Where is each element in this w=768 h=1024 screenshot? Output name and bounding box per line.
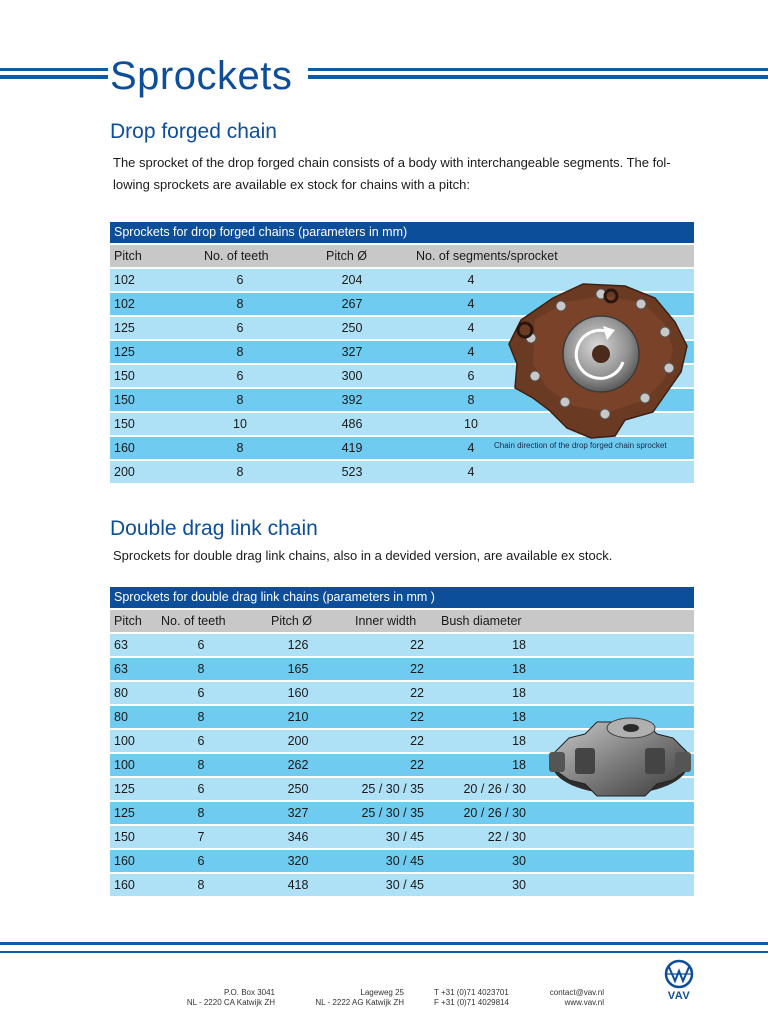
footer-street-address — [290, 988, 404, 1008]
footer-phone-fax — [434, 988, 534, 1008]
table-cell-teeth: 8 — [236, 393, 244, 407]
table-cell-inner-width: 22 — [410, 758, 424, 772]
table-cell-pitch: 100 — [114, 758, 135, 772]
table-cell-bush-diameter: 30 — [512, 878, 526, 892]
table-cell-pitch-diameter: 160 — [287, 686, 309, 700]
footer-po-city-line: NL - 2220 CA Katwijk ZH — [186, 998, 275, 1007]
table-cell-teeth: 6 — [197, 638, 205, 652]
footer-street-city-line: NL - 2222 AG Katwijk ZH — [315, 998, 404, 1007]
section-heading-drop-forged: Drop forged chain — [110, 120, 277, 143]
table-cell-pitch-diameter: 250 — [287, 782, 309, 796]
table-caption: Sprockets for drop forged chains (parameters in mm) — [110, 222, 694, 243]
table-cell-pitch: 200 — [114, 465, 135, 479]
table-cell-teeth: 6 — [197, 686, 205, 700]
table-cell-teeth: 6 — [197, 782, 205, 796]
logo-text: VAV — [667, 990, 691, 1002]
col-header-pitch: Pitch — [114, 614, 142, 628]
table-cell-inner-width: 22 — [410, 734, 424, 748]
intro-double-drag: Sprockets for double drag link chains, also in a devided version, are available ex stock. — [113, 548, 613, 563]
table-cell-teeth: 8 — [236, 465, 244, 479]
table-cell-pitch: 100 — [114, 734, 135, 748]
table-cell-pitch: 160 — [114, 854, 135, 868]
table-cell-teeth: 8 — [236, 297, 244, 311]
drop-forged-sprocket-photo — [505, 280, 695, 440]
footer-po-box — [150, 988, 275, 1008]
table-row — [110, 850, 694, 872]
table-cell-teeth: 8 — [236, 345, 244, 359]
col-header-pitch-diameter: Pitch Ø — [326, 249, 367, 263]
table-cell-teeth: 8 — [197, 758, 205, 772]
table-cell-pitch-diameter: 210 — [287, 710, 309, 724]
table-cell-pitch: 102 — [114, 297, 135, 311]
table-cell-segments: 4 — [467, 321, 475, 335]
table-cell-pitch: 150 — [114, 369, 135, 383]
table-cell-segments: 4 — [467, 345, 475, 359]
table-cell-segments: 6 — [467, 369, 475, 383]
col-header-bush-diameter: Bush diameter — [441, 614, 522, 628]
double-drag-sprocket-photo — [545, 708, 695, 808]
table-cell-inner-width: 22 — [410, 638, 424, 652]
table-cell-pitch-diameter: 250 — [341, 321, 363, 335]
table-cell-pitch: 160 — [114, 878, 135, 892]
footer-po-box-line: P.O. Box 3041 — [224, 988, 275, 997]
footer-contact — [540, 988, 604, 1008]
table-header-row — [110, 245, 694, 267]
table-cell-teeth: 6 — [236, 369, 244, 383]
col-header-pitch-diameter: Pitch Ø — [271, 614, 312, 628]
col-header-pitch: Pitch — [114, 249, 142, 263]
table-cell-pitch-diameter: 320 — [287, 854, 309, 868]
table-cell-segments: 4 — [467, 297, 475, 311]
table-cell-pitch: 150 — [114, 830, 135, 844]
footer-website-link[interactable]: www.vav.nl — [564, 998, 604, 1007]
page-title: Sprockets — [110, 54, 293, 98]
table-cell-teeth: 6 — [236, 321, 244, 335]
vav-logo — [662, 959, 696, 1007]
col-header-teeth: No. of teeth — [204, 249, 269, 263]
table-cell-teeth: 6 — [197, 734, 205, 748]
table-cell-segments: 4 — [467, 273, 475, 287]
table-header-row — [110, 610, 694, 632]
col-header-teeth: No. of teeth — [161, 614, 226, 628]
table-cell-pitch: 160 — [114, 441, 135, 455]
table-cell-teeth: 7 — [197, 830, 205, 844]
table-cell-teeth: 8 — [197, 710, 205, 724]
table-cell-teeth: 8 — [197, 662, 205, 676]
footer-rule-top — [0, 942, 768, 945]
table-cell-pitch-diameter: 392 — [341, 393, 363, 407]
header-rule-right-top — [308, 68, 768, 71]
table-cell-pitch-diameter: 200 — [287, 734, 309, 748]
table-cell-bush-diameter: 20 / 26 / 30 — [463, 782, 526, 796]
header-rule-left-top — [0, 68, 108, 71]
table-cell-teeth: 10 — [233, 417, 247, 431]
table-cell-teeth: 6 — [197, 854, 205, 868]
table-cell-bush-diameter: 18 — [512, 638, 526, 652]
table-row — [110, 461, 694, 483]
photo-caption: Chain direction of the drop forged chain sprocket — [494, 441, 667, 450]
footer-fax: F +31 (0)71 4029814 — [434, 998, 509, 1007]
table-cell-pitch-diameter: 486 — [341, 417, 363, 431]
table-cell-pitch: 80 — [114, 710, 128, 724]
table-cell-inner-width: 22 — [410, 662, 424, 676]
table-cell-pitch: 102 — [114, 273, 135, 287]
table-cell-bush-diameter: 18 — [512, 758, 526, 772]
table-cell-pitch-diameter: 262 — [287, 758, 309, 772]
table-row — [110, 658, 694, 680]
table-cell-segments: 10 — [464, 417, 478, 431]
table-cell-bush-diameter: 18 — [512, 734, 526, 748]
table-cell-teeth: 8 — [197, 878, 205, 892]
table-cell-pitch: 125 — [114, 782, 135, 796]
table-cell-inner-width: 22 — [410, 710, 424, 724]
table-cell-inner-width: 25 / 30 / 35 — [361, 806, 424, 820]
table-cell-pitch-diameter: 523 — [341, 465, 363, 479]
table-cell-pitch: 125 — [114, 321, 135, 335]
table-cell-pitch-diameter: 327 — [341, 345, 363, 359]
vav-globe-logo-icon — [662, 959, 696, 989]
table-cell-inner-width: 30 / 45 — [385, 878, 424, 892]
table-cell-pitch-diameter: 126 — [287, 638, 309, 652]
table-cell-pitch-diameter: 300 — [341, 369, 363, 383]
table-cell-teeth: 6 — [236, 273, 244, 287]
table-cell-pitch: 63 — [114, 662, 128, 676]
footer-rule-bottom — [0, 951, 768, 953]
table-cell-pitch: 150 — [114, 417, 135, 431]
table-cell-segments: 4 — [467, 441, 475, 455]
intro-drop-forged: The sprocket of the drop forged chain consists of a body with interchangeable segments. The fol-lowing sprockets are available ex stock for chains with a pitch: — [113, 155, 671, 192]
table-cell-teeth: 8 — [236, 441, 244, 455]
table-cell-pitch: 63 — [114, 638, 128, 652]
footer-street-line: Lageweg 25 — [360, 988, 404, 997]
table-cell-pitch-diameter: 204 — [341, 273, 363, 287]
table-cell-bush-diameter: 18 — [512, 662, 526, 676]
table-cell-segments: 8 — [467, 393, 475, 407]
table-cell-pitch-diameter: 346 — [287, 830, 309, 844]
table-cell-pitch-diameter: 418 — [287, 878, 309, 892]
table-cell-bush-diameter: 18 — [512, 686, 526, 700]
header-rule-left-bottom — [0, 75, 108, 79]
table-row — [110, 874, 694, 896]
col-header-segments: No. of segments/sprocket — [416, 249, 558, 263]
table-cell-bush-diameter: 22 / 30 — [487, 830, 526, 844]
col-header-inner-width: Inner width — [355, 614, 417, 628]
table-cell-pitch: 125 — [114, 345, 135, 359]
table-cell-inner-width: 30 / 45 — [385, 830, 424, 844]
footer-email-link[interactable]: contact@vav.nl — [549, 988, 604, 997]
table-row — [110, 826, 694, 848]
table-cell-pitch: 150 — [114, 393, 135, 407]
table-cell-bush-diameter: 20 / 26 / 30 — [463, 806, 526, 820]
table-cell-pitch-diameter: 419 — [341, 441, 363, 455]
table-cell-teeth: 8 — [197, 806, 205, 820]
table-cell-bush-diameter: 30 — [512, 854, 526, 868]
table-cell-pitch: 125 — [114, 806, 135, 820]
table-cell-pitch-diameter: 165 — [287, 662, 309, 676]
table-row — [110, 682, 694, 704]
section-heading-double-drag: Double drag link chain — [110, 517, 318, 540]
footer-phone: T +31 (0)71 4023701 — [434, 988, 509, 997]
table-cell-inner-width: 25 / 30 / 35 — [361, 782, 424, 796]
table-cell-pitch-diameter: 327 — [287, 806, 309, 820]
table-cell-segments: 4 — [467, 465, 475, 479]
table-caption: Sprockets for double drag link chains (parameters in mm ) — [110, 587, 694, 608]
table-cell-pitch: 80 — [114, 686, 128, 700]
table-cell-bush-diameter: 18 — [512, 710, 526, 724]
header-rule-right-bottom — [308, 75, 768, 79]
table-cell-inner-width: 22 — [410, 686, 424, 700]
table-cell-pitch-diameter: 267 — [341, 297, 363, 311]
table-cell-inner-width: 30 / 45 — [385, 854, 424, 868]
table-row — [110, 634, 694, 656]
